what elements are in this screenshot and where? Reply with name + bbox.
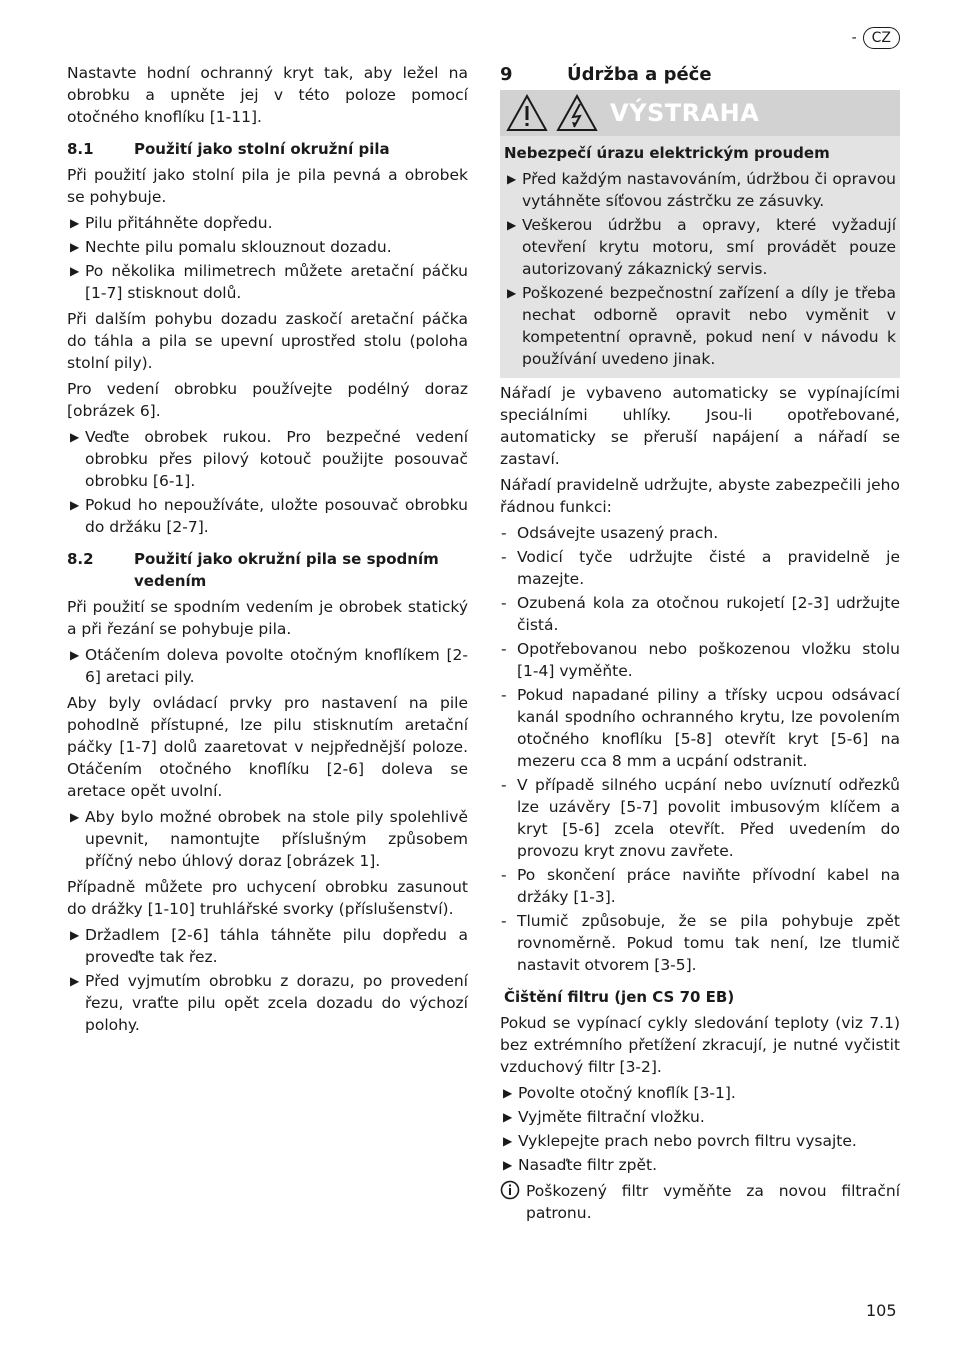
section-title: Údržba a péče [567,64,712,85]
list-item: ▶ Nasaďte filtr zpět. [503,1156,658,1174]
section-number: 9 [500,64,513,85]
arrow-icon: ▶ [70,498,80,512]
language-indicator [852,27,900,49]
arrow-icon: ▶ [70,974,80,988]
arrow-icon: ▶ [70,430,80,444]
maintenance-list [500,522,900,976]
info-icon [500,1180,526,1224]
lang-badge: CZ [863,27,900,49]
info-note [500,1180,900,1224]
right-column [500,62,900,1224]
arrow-icon: ▶ [70,648,80,662]
list-item: - Vodicí tyče udržujte čisté a pravidelně je mazejte. [501,548,900,588]
filter-list [500,1082,900,1176]
arrow-icon: ▶ [70,240,80,254]
list-item: ▶ Po několika milimetrech můžete aretační páčku [1-7] stisknout dolů. [70,262,468,302]
section-8-2-heading [67,548,468,592]
electric-shock-icon [556,94,598,132]
page-number: 105 [866,1301,897,1320]
section-title: Použití jako stolní okružní pila [134,140,390,158]
list-item: - Tlumič způsobuje, že se pila pohybuje zpět rovnoměrně. Pokud tomu tak není, lze tlumič nastavit otvorem [3-5]. [501,912,900,974]
instruction-list [67,924,468,1036]
warning-subtitle: Nebezpečí úrazu elektrickým proudem [504,144,830,162]
arrow-icon: ▶ [70,928,80,942]
paragraph: Nářadí pravidelně udržujte, abyste zabezpečili jeho řádnou funkci: [500,476,900,516]
paragraph: Při dalším pohybu dozadu zaskočí aretační páčka do táhla a pila se upevní uprostřed stolu (poloha stolní pily). [67,310,468,372]
list-item: ▶ Vyklepejte prach nebo povrch filtru vysajte. [503,1132,857,1150]
arrow-icon: ▶ [70,216,80,230]
arrow-icon: ▶ [507,286,517,300]
section-9-heading [500,64,900,86]
lang-dash: - [851,30,857,46]
list-item: ▶ Před vyjmutím obrobku z dorazu, po provedení řezu, vraťte pilu opět zcela dozadu do výchozí polohy. [70,972,468,1034]
list-item: ▶ Veďte obrobek rukou. Pro bezpečné vedení obrobku přes pilový kotouč použijte posouvač obrobku [6-1]. [70,428,468,490]
warning-box [500,90,900,378]
warning-list [504,168,896,370]
warning-triangle-icon [506,94,548,132]
warning-header [500,90,900,136]
instruction-list [67,806,468,872]
paragraph: Při použití se spodním vedením je obrobek statický a při řezání se pohybuje pila. [67,598,468,638]
list-item: - Opotřebovanou nebo poškozenou vložku stolu [1-4] vyměňte. [501,640,900,680]
filter-heading: Čištění filtru (jen CS 70 EB) [504,988,735,1006]
arrow-icon: ▶ [70,810,80,824]
list-item: - Ozubená kola za otočnou rukojetí [2-3] udržujte čistá. [501,594,900,634]
instruction-list [67,644,468,688]
list-item: ▶ Pilu přitáhněte dopředu. [70,214,273,232]
arrow-icon: ▶ [507,172,517,186]
list-item: ▶ Před každým nastavováním, údržbou či opravou vytáhněte síťovou zástrčku ze zásuvky. [507,170,896,210]
list-item: ▶ Poškozené bezpečnostní zařízení a díly je třeba nechat odborně opravit nebo vyměnit v kompetentní opravně, pokud není v návodu k používání uvedeno jinak. [507,284,896,368]
list-item: - Pokud napadané piliny a třísky ucpou odsávací kanál spodního ochranného krytu, lze povolením otočného knoflíku [5-8] otevřít kryt [5-6] na mezeru cca 8 mm a ucpání odstranit. [501,686,900,770]
paragraph: Aby byly ovládací prvky pro nastavení na pile pohodlně přístupné, lze pilu stisknutím aretační páčky [1-7] dolů zaaretovat v nejpřednější poloze. Otáčením otočného knoflíku [2-6] doleva se aretace opět uvolní. [67,694,468,800]
section-8-1-heading [67,138,468,160]
warning-title: VÝSTRAHA [610,99,760,127]
list-item: ▶ Držadlem [2-6] táhla táhněte pilu dopředu a proveďte tak řez. [70,926,468,966]
arrow-icon: ▶ [503,1134,513,1148]
list-item: - V případě silného ucpání nebo uvíznutí odřezků lze uzávěry [5-7] povolit imbusovým klíčem a kryt [5-6] zcela otevřít. Před uvedením do provozu kryt znovu zavřete. [501,776,900,860]
list-item: ▶ Otáčením doleva povolte otočným knoflíkem [2-6] aretaci pily. [70,646,468,686]
list-item: ▶ Vyjměte filtrační vložku. [503,1108,705,1126]
list-item: ▶ Povolte otočný knoflík [3-1]. [503,1084,736,1102]
info-text: Poškozený filtr vyměňte za novou filtrační patronu. [526,1182,900,1222]
paragraph: Případně můžete pro uchycení obrobku zasunout do drážky [1-10] truhlářské svorky (příslušenství). [67,878,468,918]
section-title: Použití jako okružní pila se spodním vedením [134,550,439,590]
instruction-list [67,212,468,304]
intro-paragraph: Nastavte hodní ochranný kryt tak, aby ležel na obrobku a upněte jej v této poloze pomocí otočného knoflíku [1-11]. [67,64,468,126]
instruction-list [67,426,468,538]
arrow-icon: ▶ [507,218,517,232]
section-number: 8.2 [67,550,94,568]
list-item: ▶ Veškerou údržbu a opravy, které vyžadují otevření krytu motoru, smí provádět pouze autorizovaný zákaznický servis. [507,216,896,278]
paragraph: Pro vedení obrobku používejte podélný doraz [obrázek 6]. [67,380,468,420]
arrow-icon: ▶ [503,1086,513,1100]
paragraph: Při použití jako stolní pila je pila pevná a obrobek se pohybuje. [67,166,468,206]
list-item: - Odsávejte usazený prach. [501,524,719,542]
paragraph: Pokud se vypínací cykly sledování teploty (viz 7.1) bez extrémního přetížení zkracují, je nutné vyčistit vzduchový filtr [3-2]. [500,1014,900,1076]
arrow-icon: ▶ [503,1158,513,1172]
section-number: 8.1 [67,140,94,158]
paragraph: Nářadí je vybaveno automaticky se vypínajícími speciálními uhlíky. Jsou-li opotřebované, automaticky se přeruší napájení a nářadí se zastaví. [500,384,900,468]
arrow-icon: ▶ [503,1110,513,1124]
list-item: ▶ Aby bylo možné obrobek na stole pily spolehlivě upevnit, namontujte příslušným způsobem příčný nebo úhlový doraz [obrázek 1]. [70,808,468,870]
list-item: ▶ Pokud ho nepoužíváte, uložte posouvač obrobku do držáku [2-7]. [70,496,468,536]
list-item: ▶ Nechte pilu pomalu sklouznout dozadu. [70,238,392,256]
list-item: - Po skončení práce naviňte přívodní kabel na držáky [1-3]. [501,866,900,906]
left-column [67,62,468,1040]
arrow-icon: ▶ [70,264,80,278]
